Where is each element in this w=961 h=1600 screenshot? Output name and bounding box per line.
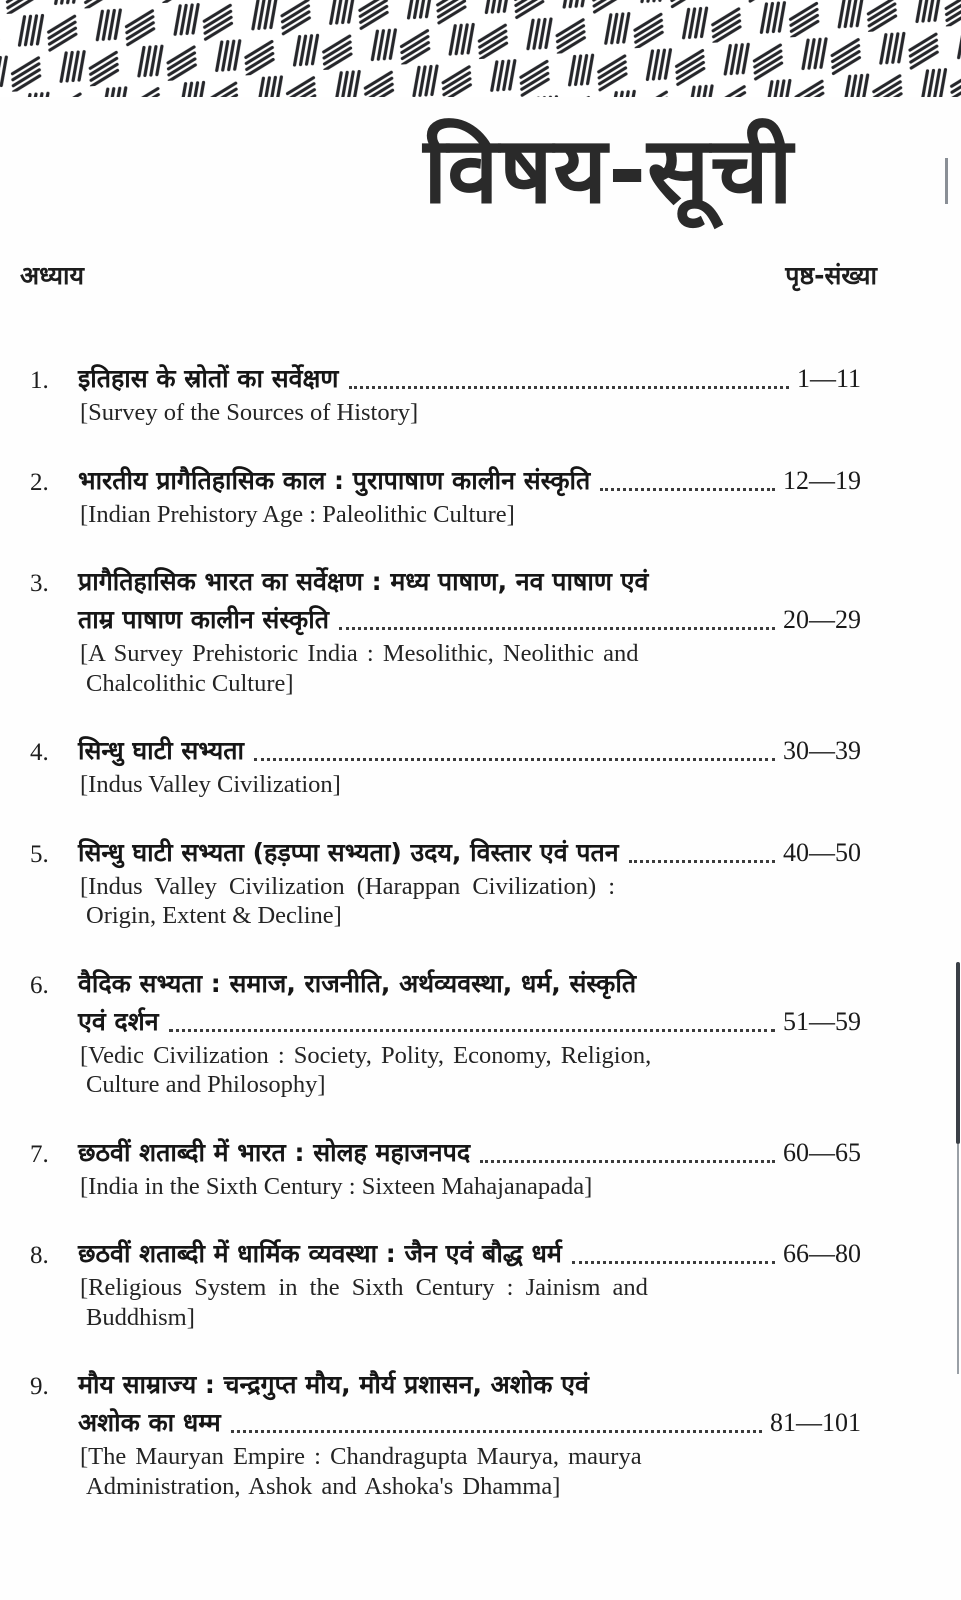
scan-artifact-line-thin — [957, 1144, 959, 1374]
entry-number: 9. — [30, 1373, 49, 1400]
entry-number: 3. — [30, 570, 49, 597]
entry-title-english: [Survey of the Sources of History] — [80, 399, 419, 426]
dot-leader — [480, 1160, 775, 1163]
entry-title-hindi: वैदिक सभ्यता : समाज, राजनीति, अर्थव्यवस्था, धर्म, संस्कृति — [78, 968, 637, 998]
column-headers — [0, 258, 961, 292]
entry-number: 5. — [30, 840, 49, 868]
column-header-chapter: अध्याय — [20, 261, 84, 290]
entry-title-english: [Religious System in the Sixth Century : Jainism and — [80, 1274, 648, 1301]
decorative-hatch-band — [0, 0, 961, 97]
entry-title-english: [Indus Valley Civilization] — [80, 771, 341, 798]
page-range: 20—29 — [783, 605, 861, 634]
page-range: 60—65 — [783, 1137, 861, 1167]
dot-leader — [169, 1029, 775, 1032]
entry-title-english: [Indian Prehistory Age : Paleolithic Culture] — [80, 500, 515, 528]
entry-title-hindi: छठवीं शताब्दी में भारत : सोलह महाजनपद — [78, 1137, 471, 1167]
dot-leader — [254, 758, 775, 761]
entry-title-english: [Indus Valley Civilization (Harappan Civilization) : — [80, 872, 616, 900]
entry-title-hindi: मौय साम्राज्य : चन्द्रगुप्त मौय, मौर्य प्रशासन, अशोक एवं — [78, 1370, 589, 1399]
toc-entry-1 — [30, 360, 861, 428]
entry-title-english: Origin, Extent & Decline] — [86, 902, 342, 929]
entry-title-hindi: सिन्धु घाटी सभ्यता (हड़प्पा सभ्यता) उदय, विस्तार एवं पतन — [78, 837, 619, 867]
scan-artifact-dash — [945, 158, 948, 204]
entry-number: 4. — [30, 739, 49, 766]
entry-title-hindi: छठवीं शताब्दी में धार्मिक व्यवस्था : जैन एवं बौद्ध धर्म — [78, 1239, 562, 1268]
entry-title-english: Buddhism] — [86, 1303, 195, 1331]
entry-title-hindi: भारतीय प्रागैतिहासिक काल : पुरापाषाण कालीन संस्कृति — [78, 465, 591, 495]
entry-title-hindi: इतिहास के स्रोतों का सर्वेक्षण — [78, 364, 339, 393]
dot-leader — [600, 488, 775, 491]
page-range: 66—80 — [783, 1239, 861, 1268]
entry-number: 2. — [30, 468, 49, 496]
entry-number: 7. — [30, 1140, 49, 1168]
dot-leader — [231, 1430, 762, 1433]
toc-entry-4 — [30, 732, 861, 800]
page-range: 12—19 — [783, 465, 861, 495]
page-range: 40—50 — [783, 837, 861, 867]
entry-title-english: Chalcolithic Culture] — [86, 669, 294, 697]
dot-leader — [572, 1261, 775, 1264]
toc-entry-6 — [30, 965, 861, 1100]
entry-title-english: [The Mauryan Empire : Chandragupta Maurya, maurya — [80, 1443, 642, 1470]
toc-list — [0, 360, 961, 1535]
page-range: 51—59 — [783, 1006, 861, 1036]
entry-title-english: [Vedic Civilization : Society, Polity, Economy, Religion, — [80, 1041, 652, 1069]
entry-title-english: [India in the Sixth Century : Sixteen Mahajanapada] — [80, 1172, 593, 1200]
dot-leader — [349, 386, 789, 389]
toc-entry-2 — [30, 462, 861, 530]
page-title: विषय-सूची — [423, 117, 794, 224]
entry-title-hindi: अशोक का धम्म — [78, 1408, 221, 1437]
entry-title-english: Culture and Philosophy] — [86, 1071, 326, 1098]
entry-title-hindi: एवं दर्शन — [78, 1006, 159, 1036]
page-range: 81—101 — [770, 1408, 861, 1437]
toc-entry-5 — [30, 834, 861, 931]
entry-number: 8. — [30, 1242, 49, 1269]
entry-number: 1. — [30, 367, 49, 394]
entry-title-hindi: ताम्र पाषाण कालीन संस्कृति — [78, 605, 329, 634]
entry-title-hindi: सिन्धु घाटी सभ्यता — [78, 736, 244, 765]
toc-entry-3 — [30, 563, 861, 698]
page-range: 30—39 — [783, 736, 861, 765]
entry-title-english: [A Survey Prehistoric India : Mesolithic, Neolithic and — [80, 640, 639, 667]
entry-title-hindi: प्रागैतिहासिक भारत का सर्वेक्षण : मध्य पाषाण, नव पाषाण एवं — [78, 567, 649, 596]
toc-entry-9 — [30, 1366, 861, 1501]
entry-number: 6. — [30, 971, 49, 999]
toc-entry-8 — [30, 1235, 861, 1332]
page-range: 1—11 — [796, 364, 861, 393]
scan-artifact-line — [956, 962, 960, 1144]
dot-leader — [629, 860, 775, 863]
dot-leader — [339, 627, 775, 630]
toc-entry-7 — [30, 1134, 861, 1202]
column-header-page-number: पृष्ठ-संख्या — [785, 261, 877, 290]
entry-title-english: Administration, Ashok and Ashoka's Dhamma] — [86, 1472, 561, 1500]
